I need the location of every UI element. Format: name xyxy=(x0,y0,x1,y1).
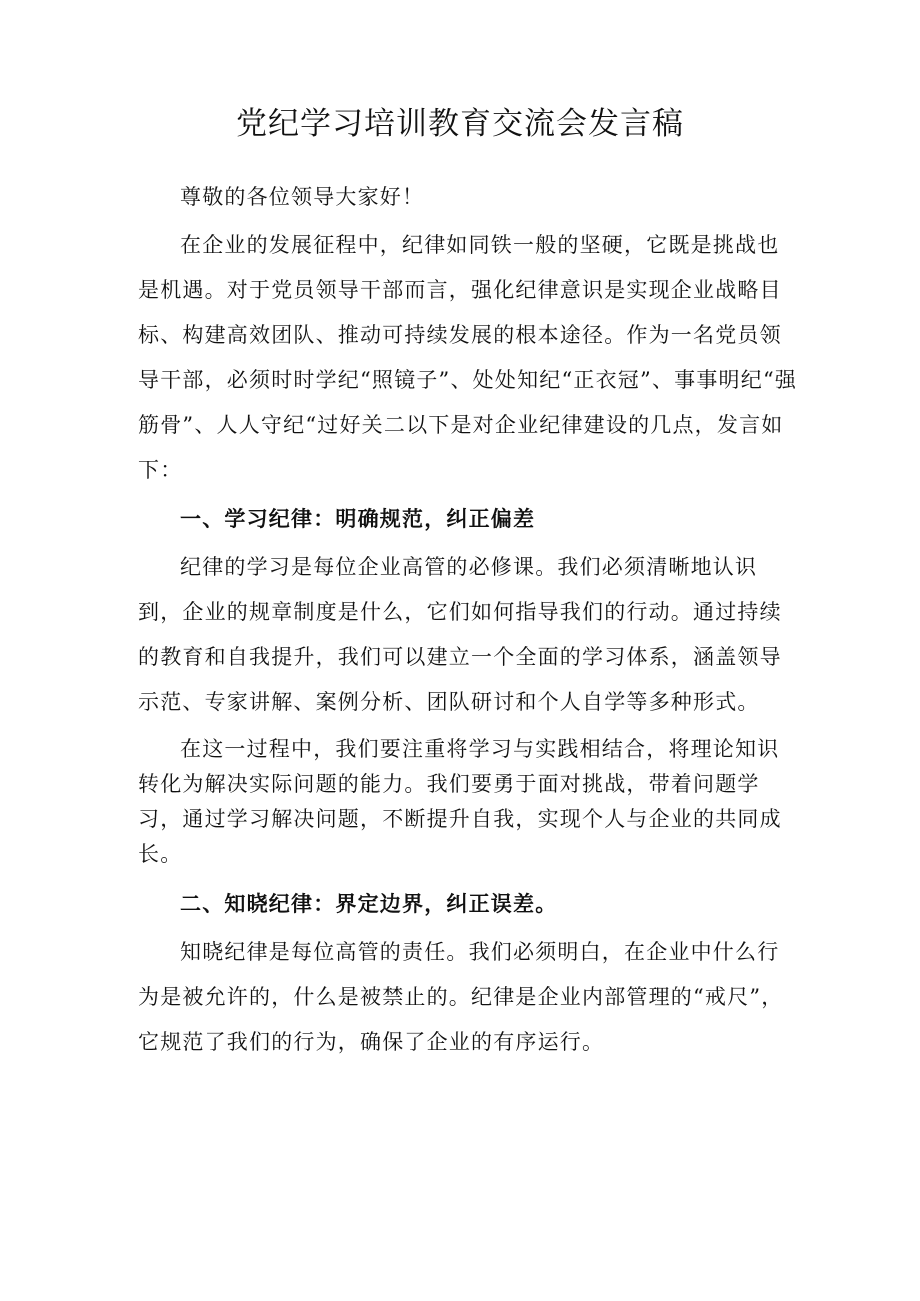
document-title: 党纪学习培训教育交流会发言稿 xyxy=(236,106,684,142)
section-1-paragraph-1: 纪律的学习是每位企业高管的必修课。我们必须清晰地认识到，企业的规章制度是什么，它们如何指导我们的行动。通过持续的教育和自我提升，我们可以建立一个全面的学习体系，涵盖领导示范、专家讲解、案例分析、团队研讨和个人自学等多种形式。 xyxy=(138,555,782,714)
intro-paragraph: 在企业的发展征程中，纪律如同铁一般的坚硬，它既是挑战也是机遇。对于党员领导干部而言，强化纪律意识是实现企业战略目标、构建高效团队、推动可持续发展的根本途径。作为一名党员领导干部，必须时时学纪“照镜子”、处处知纪“正衣冠”、事事明纪“强筋骨”、人人守纪“过好关二以下是对企业纪律建设的几点，发言如下： xyxy=(138,233,798,482)
section-2-paragraph-1: 知晓纪律是每位高管的责任。我们必须明白，在企业中什么行为是被允许的，什么是被禁止的。纪律是企业内部管理的“戒尺”，它规范了我们的行为，确保了企业的有序运行。 xyxy=(138,940,784,1054)
document-body xyxy=(138,175,798,1068)
section-heading-2: 二、知晓纪律：界定边界，纠正误差。 xyxy=(180,891,558,916)
section-1-paragraph-2: 在这一过程中，我们要注重将学习与实践相结合，将理论知识转化为解决实际问题的能力。我们要勇于面对挑战，带着问题学习，通过学习解决问题，不断提升自我，实现个人与企业的共同成长。 xyxy=(138,737,782,866)
greeting-paragraph: 尊敬的各位领导大家好！ xyxy=(180,185,425,209)
section-heading-1: 一、学习纪律：明确规范，纠正偏差 xyxy=(180,506,536,531)
